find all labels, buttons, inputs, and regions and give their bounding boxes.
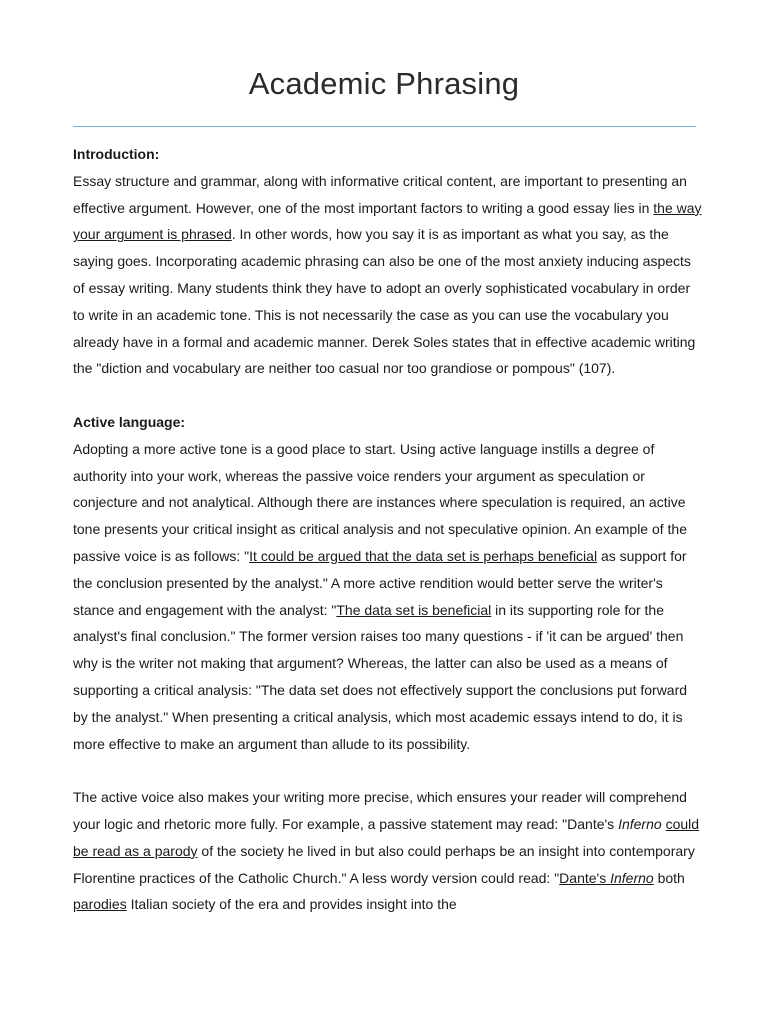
introduction-heading: Introduction: — [73, 146, 160, 162]
title-divider — [73, 126, 696, 127]
intro-text-1: Essay structure and grammar, along with informative critical content, are important to presenting an effective argument. However, one of the most important factors to writing a good essay lies in — [73, 172, 687, 216]
paragraph-spacer — [73, 382, 703, 409]
introduction-paragraph — [73, 168, 703, 382]
page-title: Academic Phrasing — [248, 66, 520, 101]
dantes-text: Dante's — [559, 869, 611, 886]
precise-text-2: of the society he lived in but also could perhaps be an insight into contemporary Florentine practices of the Catholic Church." A less wordy version could read: " — [73, 842, 695, 886]
precision-paragraph — [73, 784, 703, 918]
dantes-phrase — [559, 870, 654, 886]
active-text-2: as support for the conclusion presented by the analyst." A more active rendition would better serve the writer's stance and engagement with the analyst: " — [73, 547, 687, 618]
precise-text-4: Italian society of the era and provides insight into the — [126, 896, 457, 913]
passive-example-phrase: It could be argued that the data set is perhaps beneficial — [249, 547, 598, 564]
active-language-heading: Active language: — [73, 413, 186, 430]
document-body — [73, 141, 703, 918]
parodies-word: parodies — [73, 896, 127, 913]
active-text-3: in its supporting role for the analyst's final conclusion." The former version raises too many questions - if 'it can be argued' then why is the writer not making that argument? Whereas, the latter can also be used as a means of supporting a critical analysis: "The data set does not effectively support the conclusions put forward by the analyst." When presenting a critical analysis, which most academic essays intend to do, it is more effective to make an argument than allude to its possibility. — [73, 601, 688, 752]
active-example-phrase: The data set is beneficial — [336, 601, 492, 618]
intro-text-2: . In other words, how you say it is as important as what you say, as the saying goes. Incorporating academic phrasing can also be one of the most anxiety inducing aspects of essay writing. Many students think they have to adopt an overly sophisticated vocabulary in order to write in an academic tone. This is not necessarily the case as you can use the vocabulary you already have in a formal and academic manner. Derek Soles states that in effective academic writing the "diction and vocabulary are neither too casual nor too grandiose or pompous" (107). — [73, 226, 696, 377]
intro-underlined-phrase: the way your argument is phrased — [73, 199, 702, 243]
inferno-title-1: Inferno — [618, 815, 662, 832]
parody-phrase: could be read as a parody — [73, 815, 700, 859]
paragraph-spacer — [73, 757, 703, 784]
active-text-1: Adopting a more active tone is a good place to start. Using active language instills a degree of authority into your work, whereas the passive voice renders your argument as speculation or conjecture and not analytical. Although there are instances where speculation is required, an active tone presents your critical insight as critical analysis and not speculative opinion. An example of the passive voice is as follows: " — [73, 440, 688, 564]
precise-text-1: The active voice also makes your writing more precise, which ensures your reader will comprehend your logic and rhetoric more fully. For example, a passive statement may read: "Dante's — [73, 789, 687, 832]
active-language-paragraph — [73, 436, 703, 758]
inferno-title-2: Inferno — [610, 869, 654, 886]
precise-text-3: both — [653, 869, 685, 886]
